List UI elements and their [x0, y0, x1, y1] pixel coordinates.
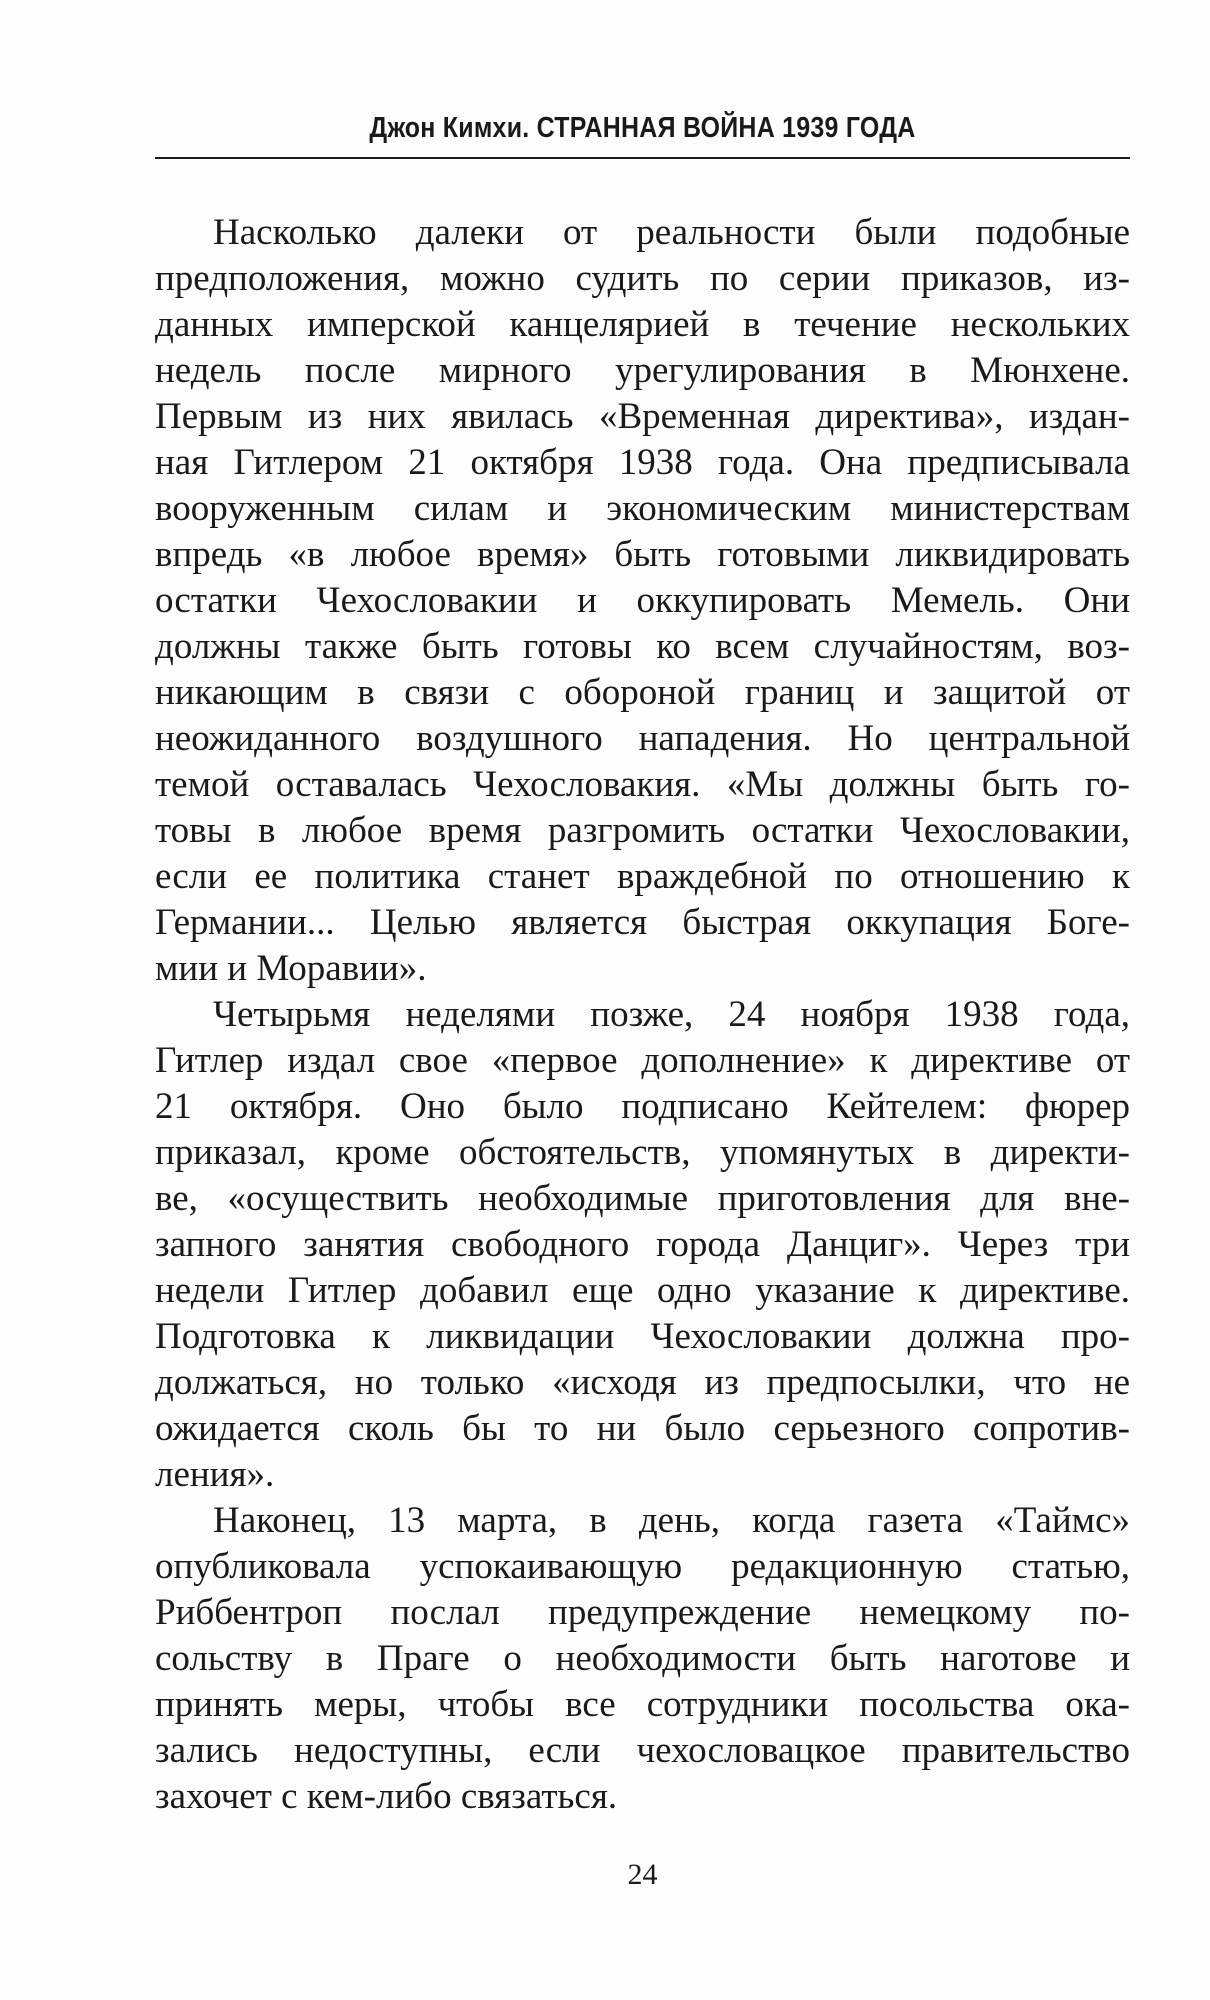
paragraph-2	[155, 992, 1130, 1498]
text-line: Первым из них явилась «Временная директива», издан-	[155, 396, 1130, 437]
body-text	[155, 210, 1130, 1820]
text-line: ная Гитлером 21 октября 1938 года. Она предписывала	[155, 442, 1130, 483]
text-line: Риббентроп послал предупреждение немецкому по-	[155, 1592, 1130, 1633]
text-line: вооруженным силам и экономическим министерствам	[155, 488, 1130, 529]
text-line: недели Гитлер добавил еще одно указание к директиве.	[155, 1270, 1130, 1311]
paragraph-3	[155, 1498, 1130, 1820]
text-line: должны также быть готовы ко всем случайностям, воз-	[155, 626, 1130, 667]
running-title: Джон Кимхи. СТРАННАЯ ВОЙНА 1939 ГОДА	[369, 112, 916, 144]
text-line: 21 октября. Оно было подписано Кейтелем: фюрер	[155, 1086, 1130, 1127]
text-line: Четырьмя неделями позже, 24 ноября 1938 года,	[213, 994, 1130, 1035]
header-rule	[155, 157, 1130, 159]
text-line: сольству в Праге о необходимости быть наготове и	[155, 1638, 1130, 1679]
text-line: Насколько далеки от реальности были подобные	[213, 212, 1130, 253]
text-line: темой оставалась Чехословакия. «Мы должны быть го-	[155, 764, 1130, 805]
text-line: если ее политика станет враждебной по отношению к	[155, 856, 1130, 897]
text-line: опубликовала успокаивающую редакционную статью,	[155, 1546, 1130, 1587]
text-line: приказал, кроме обстоятельств, упомянутых в директи-	[155, 1132, 1130, 1173]
text-line: остатки Чехословакии и оккупировать Мемель. Они	[155, 580, 1130, 621]
text-line: данных имперской канцелярией в течение нескольких	[155, 304, 1130, 345]
text-line: Германии... Целью является быстрая оккупация Боге-	[155, 902, 1130, 943]
text-line: ожидается сколь бы то ни было серьезного сопротив-	[155, 1408, 1130, 1449]
text-line: ве, «осуществить необходимые приготовления для вне-	[155, 1178, 1130, 1219]
text-line: товы в любое время разгромить остатки Чехословакии,	[155, 810, 1130, 851]
text-line: Подготовка к ликвидации Чехословакии должна про-	[155, 1316, 1130, 1357]
text-line: зались недоступны, если чехословацкое правительство	[155, 1730, 1130, 1771]
page-number: 24	[627, 1858, 658, 1891]
text-line: мии и Моравии».	[155, 948, 427, 989]
text-line: предположения, можно судить по серии приказов, из-	[155, 258, 1130, 299]
text-line: впредь «в любое время» быть готовыми ликвидировать	[155, 534, 1130, 575]
text-line: принять меры, чтобы все сотрудники посольства ока-	[155, 1684, 1130, 1725]
text-line: запного занятия свободного города Данциг». Через три	[155, 1224, 1130, 1265]
text-line: ления».	[155, 1454, 275, 1495]
text-line: захочет с кем-либо связаться.	[155, 1776, 618, 1817]
paragraph-1	[155, 210, 1130, 992]
text-line: никающим в связи с обороной границ и защитой от	[155, 672, 1130, 713]
text-line: Гитлер издал свое «первое дополнение» к директиве от	[155, 1040, 1130, 1081]
text-line: неожиданного воздушного нападения. Но центральной	[155, 718, 1130, 759]
text-line: Наконец, 13 марта, в день, когда газета «Таймс»	[213, 1500, 1130, 1541]
text-line: недель после мирного урегулирования в Мюнхене.	[155, 350, 1130, 391]
text-line: должаться, но только «исходя из предпосылки, что не	[155, 1362, 1130, 1403]
